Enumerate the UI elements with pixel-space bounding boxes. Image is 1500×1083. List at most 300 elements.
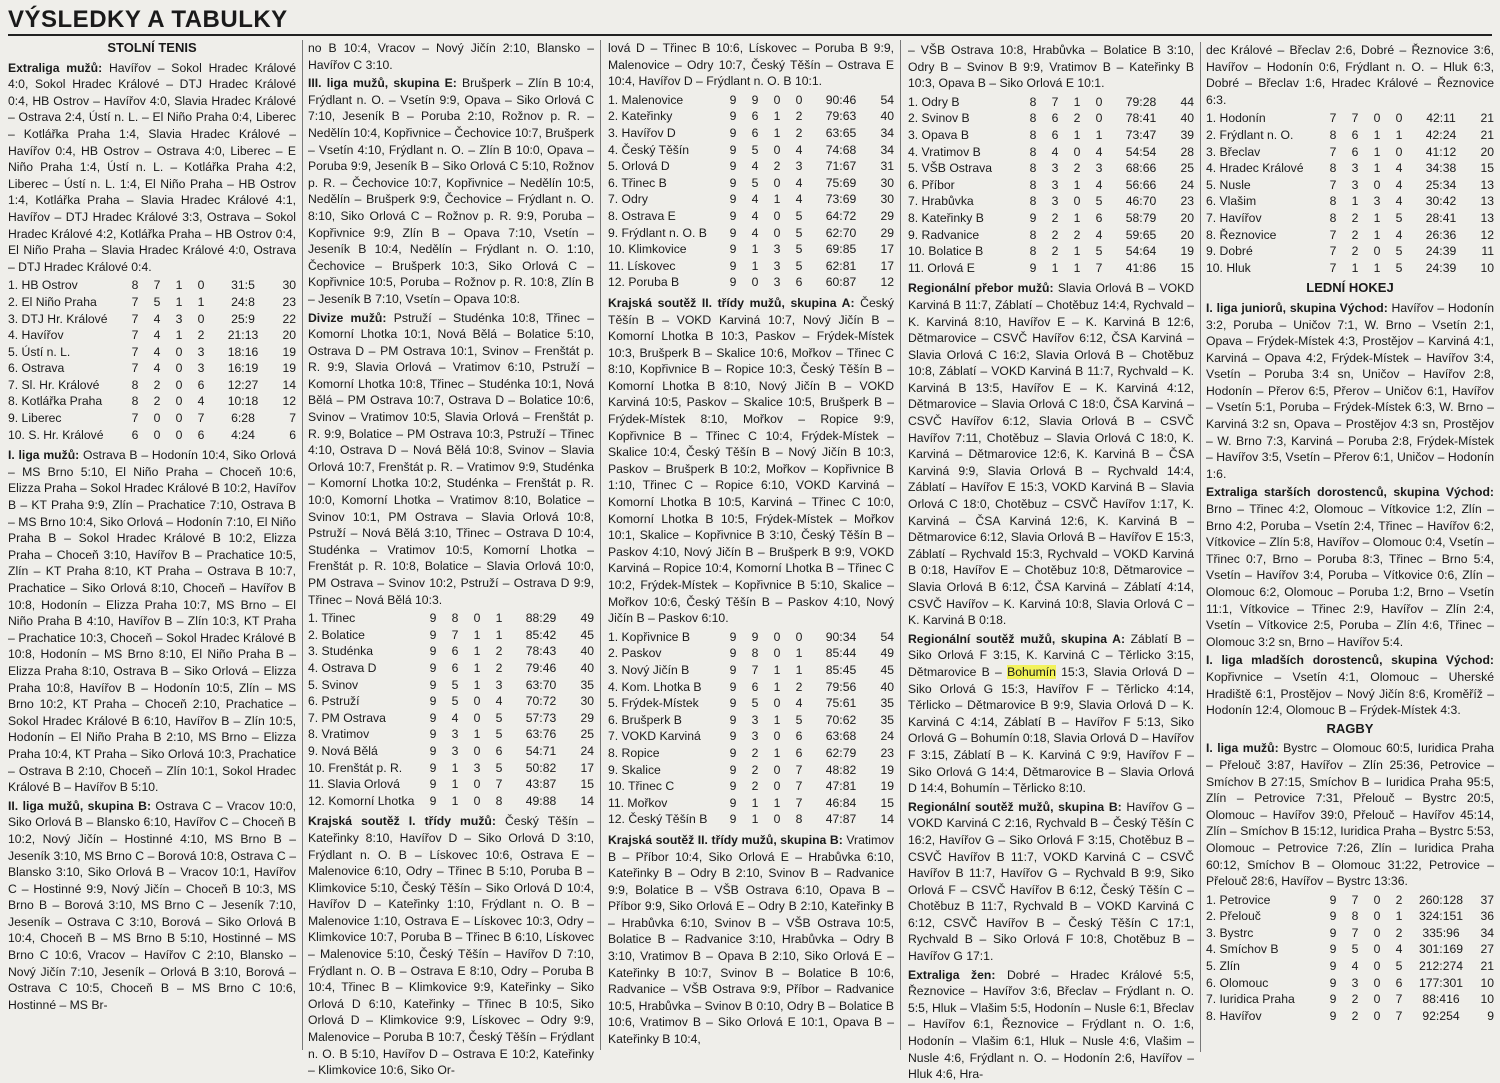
stat-cell: 4 [1395,194,1403,209]
stat-cell: 0 [1373,975,1381,990]
stat-cell: 7 [153,278,161,293]
results-text: Brušperk – Zlín B 10:4, Frýdlant n. O. – Vsetín 9:9, Opava – Siko Orlová C 7:10, Jeseník B – Poruba 2:10, Rožnov p. R. – Nedělín 10:4, Kopřivnice – Čechovice 10:7, Brušperk – Vsetín 4:10, Frýdlant n. O. – Zlín B 10:0, Opava – Poruba 9:9, Jeseník B – Siko Orlová C 5:10, Rožnov p. R. – Čechovice 10:7, Kopřivnice – Nedělín 10:5, Nedělín – Brušperk 9:9, Čechovice – Frýdlant n. O. 8:10, Siko Orlová C – Rožnov p. R. 9:9, Poruba – Kopřivnice 9:9, Zlín B – Opava 7:10, Vsetín – Jeseník B 10:4, Nedělín – Frýdlant n. O. 1:10, Čechovice – Brušperk 10:3, Siko Orlová C – Kopřivnice 10:5, Poruba – Rožnov p. R. 10:8, Zlín B – Jeseník B 7:10, Vsetín – Opava 10:8. [308,76,595,306]
stat-cell: 8 [1351,909,1359,924]
stat-cell: 324:151 [1418,909,1464,924]
stat-cell: 17 [880,242,894,257]
stat-cell: 20 [1180,210,1194,225]
stat-cell: 74:68 [825,142,857,157]
stat-cell: 79:56 [825,679,857,694]
standings-table [308,610,594,809]
regional-second-class-b-results [608,832,894,1048]
section-label: Regionální soutěž mužů, skupina A: [908,631,1125,646]
stat-cell: 75:69 [825,175,857,190]
stat-cell: 49:88 [525,793,557,808]
stat-cell: 0 [1095,94,1103,109]
stat-cell: 88:416 [1422,992,1460,1007]
stat-cell: 34 [1480,925,1494,940]
stat-cell: 0 [1373,1008,1381,1023]
stat-cell: 8 [1029,94,1037,109]
stat-cell: 0 [1095,111,1103,126]
stat-cell: 6 [751,109,759,124]
younger-juniors-results [1206,652,1494,718]
stat-cell: 2 [795,125,803,140]
stat-cell: 62:70 [825,225,857,240]
table-row [608,108,894,125]
stat-cell: 6 [1051,111,1059,126]
stat-cell: 7 [795,762,803,777]
table-row [308,677,594,694]
column-3 [608,40,901,1050]
stat-cell: 6 [495,743,503,758]
stat-cell: 9 [1329,909,1337,924]
stat-cell: 3 [197,344,205,359]
stat-cell: 0 [773,646,781,661]
table-row [908,127,1194,144]
table-row [608,158,894,175]
continued-text: – VŠB Ostrava 10:8, Hrabůvka – Bolatice B 3:10, Odry B – Svinov B 9:9, Vratimov B – Kateřinky B 10:3, Opava B – Siko Orlová E 10:1. [908,43,1194,91]
stat-cell: 0 [773,92,781,107]
regional-first-class-results [308,813,594,1079]
team-cell: 3. Břeclav [1206,144,1261,159]
stat-cell: 54 [880,92,894,107]
stat-cell: 0 [795,629,803,644]
stat-cell: 9 [429,677,437,692]
stat-cell: 9 [1329,942,1337,957]
section-label: Krajská soutěž II. třídy mužů, skupina A: [608,295,855,310]
stat-cell: 7 [1329,144,1337,159]
stat-cell: 7 [1351,925,1359,940]
stat-cell: 1 [1073,244,1081,259]
table-row [1206,144,1494,161]
stat-cell: 7 [1095,260,1103,275]
stat-cell: 36 [1480,909,1494,924]
table-row [1206,127,1494,144]
table-row [908,177,1194,194]
stat-cell: 92:254 [1422,1008,1460,1023]
stat-cell: 1 [175,328,183,343]
stat-cell: 9 [729,712,737,727]
stat-cell: 30:42 [1425,194,1457,209]
stat-cell: 12 [1480,227,1494,242]
division-men-results [308,310,594,609]
stat-cell: 1 [773,745,781,760]
stat-cell: 3 [795,159,803,174]
stat-cell: 9 [729,729,737,744]
stat-cell: 3 [751,712,759,727]
section-label: II. liga mužů, skupina B: [8,798,151,813]
stat-cell: 13 [1480,210,1494,225]
stat-cell: 3 [451,743,459,758]
results-text: Dobré – Hradec Králové 5:5, Řeznovice – Havířov 3:6, Břeclav – Frýdlant n. O. 5:5, Hluk – Vlašim 5:5, Hodonín – Nusle 6:1, Břeclav – Havířov 6:1, Řeznovice – Frýdlant n. O. 1:6, Hodonín – Vlašim 6:1, Hluk – Nusle 4:6, Vlašim – Nusle 4:6, Frýdlant n. O. – Hodonín 2:6, Havířov – Hluk 4:6, Hra- [908,967,1195,1082]
stat-cell: 6 [289,427,296,442]
stat-cell: 1 [495,627,503,642]
stat-cell: 5 [1395,244,1403,259]
stat-cell: 43:87 [525,777,557,792]
stat-cell: 5 [1095,194,1103,209]
stat-cell: 40 [880,109,894,124]
stat-cell: 9 [429,627,437,642]
stat-cell: 19 [282,344,296,359]
stat-cell: 301:169 [1418,942,1464,957]
stat-cell: 8 [131,377,139,392]
stat-cell: 9 [1329,992,1337,1007]
stat-cell: 4 [751,208,759,223]
stat-cell: 8 [1029,127,1037,142]
stat-cell: 3 [1373,194,1381,209]
table-row [608,778,894,795]
team-cell: 11. Lískovec [608,258,676,273]
stat-cell: 25 [1180,161,1194,176]
standings-table [908,94,1194,277]
stat-cell: 3 [473,760,481,775]
table-row [608,745,894,762]
stat-cell: 9 [729,812,737,827]
stat-cell: 85:45 [825,662,857,677]
stat-cell: 13 [1480,194,1494,209]
stat-cell: 6 [795,745,803,760]
stat-cell: 2 [751,762,759,777]
stat-cell: 75:61 [825,696,857,711]
team-cell: 10. Bolatice B [908,244,984,259]
stat-cell: 12:27 [227,377,259,392]
table-row [608,92,894,109]
stat-cell: 49 [880,646,894,661]
stat-cell: 35 [880,696,894,711]
stat-cell: 9 [729,696,737,711]
stat-cell: 7 [495,777,503,792]
stat-cell: 4 [153,344,161,359]
stat-cell: 0 [473,710,481,725]
stat-cell: 28 [1180,144,1194,159]
table-row [608,142,894,159]
table-row [1206,160,1494,177]
stat-cell: 21 [1480,111,1494,126]
table-row [308,627,594,644]
stat-cell: 0 [175,361,183,376]
stat-cell: 25:9 [231,311,255,326]
stat-cell: 1 [1395,127,1403,142]
stat-cell: 8 [451,611,459,626]
stat-cell: 6 [1351,127,1359,142]
stat-cell: 79:63 [825,109,857,124]
stat-cell: 0 [1373,177,1381,192]
team-cell: 2. El Niño Praha [8,294,97,309]
first-league-men-results [8,447,296,795]
stat-cell: 177:301 [1418,975,1464,990]
team-cell: 6. Ostrava [8,361,65,376]
regional-second-class-a-results [608,295,894,627]
stat-cell: 4 [751,159,759,174]
stat-cell: 62:79 [825,745,857,760]
stat-cell: 35 [880,712,894,727]
table-row [1206,925,1494,942]
stat-cell: 50:82 [525,760,557,775]
stat-cell: 3 [1051,194,1059,209]
stat-cell: 5 [751,696,759,711]
table-row [908,160,1194,177]
stat-cell: 6 [1051,127,1059,142]
stat-cell: 10 [1480,992,1494,1007]
stat-cell: 40 [1180,111,1194,126]
stat-cell: 40 [580,660,594,675]
table-row [8,327,296,344]
team-cell: 4. Vratimov B [908,144,981,159]
stat-cell: 9 [729,779,737,794]
stat-cell: 5 [795,712,803,727]
stat-cell: 6 [197,427,205,442]
stat-cell: 7 [131,344,139,359]
team-cell: 1. Petrovice [1206,892,1271,907]
team-cell: 2. Paskov [608,646,662,661]
team-cell: 1. HB Ostrov [8,278,78,293]
stat-cell: 70:72 [525,694,557,709]
team-cell: 5. Orlová D [608,159,670,174]
stat-cell: 57:73 [525,710,557,725]
stat-cell: 2 [795,679,803,694]
stat-cell: 9 [429,611,437,626]
team-cell: 9. Radvanice [908,227,980,242]
stat-cell: 39 [1180,127,1194,142]
team-cell: 2. Kateřinky [608,109,673,124]
stat-cell: 73:47 [1125,127,1157,142]
team-cell: 12. Komorní Lhotka [308,793,415,808]
stat-cell: 22 [282,311,296,326]
stat-cell: 62:81 [825,258,857,273]
stat-cell: 1 [751,258,759,273]
table-row [1206,243,1494,260]
team-cell: 2. Bolatice [308,627,365,642]
stat-cell: 3 [197,361,205,376]
team-cell: 3. Studénka [308,644,374,659]
standings-table [1206,892,1494,1025]
stat-cell: 9 [429,743,437,758]
stat-cell: 5 [1095,244,1103,259]
stat-cell: 10 [1480,260,1494,275]
team-cell: 1. Třinec [308,611,356,626]
stat-cell: 7 [1351,111,1359,126]
stat-cell: 19 [880,779,894,794]
stat-cell: 8 [751,646,759,661]
stat-cell: 64:72 [825,208,857,223]
team-cell: 9. Dobré [1206,244,1253,259]
table-row [1206,260,1494,277]
stat-cell: 8 [1329,210,1337,225]
stat-cell: 85:44 [825,646,857,661]
stat-cell: 2 [197,328,205,343]
team-cell: 3. Opava B [908,127,969,142]
stat-cell: 0 [1373,942,1381,957]
table-row [1206,110,1494,127]
team-cell: 2. Přelouč [1206,909,1261,924]
results-text: Ostrava B – Hodonín 10:4, Siko Orlová – MS Brno 5:10, El Niño Praha – Choceň 10:6, Elizza Praha – Sokol Hradec Králové B 10:2, Havířov B – KT Praha 9:9, Zlín – Prachatice 7:10, Ostrava B – MS Brno 10:4, Siko Orlová – Hodonín 7:10, El Niño Praha B – Sokol Hradec Králové B 10:2, Elizza Praha – Choceň 3:10, Havířov B – Prachatice 10:5, Zlín – KT Praha 8:10, KT Praha – Ostrava B 10:7, Prachatice – Siko Orlová 8:10, Choceň – Havířov B 10:8, Hodonín – Elizza Praha 10:7, MS Brno – El Niño Praha B 4:10, Havířov B – Zlín 10:3, KT Praha – Prachatice 10:3, Choceň – Sokol Hradec Králové B 10:8, Hodonín – MS Brno 8:10, El Niño Praha B – Elizza Praha 8:10, Ostrava B – Siko Orlová – Elizza Praha 10:8, Havířov B – Hodonín 10:5, Zlín – MS Brno 10:2, KT Praha – Choceň 2:10, Prachatice – Sokol Hradec Králové B 6:10, Havířov B – Zlín 10:5, Hodonín – El Niño Praha B 2:10, MS Brno – Elizza Praha 10:4, KT Praha – Siko Orlová 10:3, Prachatice – Ostrava B 2:10, Choceň – Zlín 10:1, Sokol Hradec Králové B – Havířov B 5:10. [8,448,296,795]
team-cell: 9. Nová Bělá [308,743,378,758]
stat-cell: 2 [1051,210,1059,225]
stat-cell: 6 [751,679,759,694]
stat-cell: 5 [495,710,503,725]
stat-cell: 2 [1351,1008,1359,1023]
stat-cell: 0 [197,311,205,326]
stat-cell: 0 [773,812,781,827]
stat-cell: 4 [795,192,803,207]
stat-cell: 1 [1073,210,1081,225]
stat-cell: 5 [1395,959,1403,974]
stat-cell: 25:34 [1425,177,1457,192]
stat-cell: 0 [473,694,481,709]
stat-cell: 7 [289,411,296,426]
stat-cell: 0 [773,175,781,190]
stat-cell: 9 [729,142,737,157]
stat-cell: 0 [1073,144,1081,159]
stat-cell: 0 [473,611,481,626]
stat-cell: 24 [880,729,894,744]
stat-cell: 0 [1395,144,1403,159]
stat-cell: 17 [580,760,594,775]
extraliga-men-results [8,60,296,276]
stat-cell: 24:39 [1425,244,1457,259]
page-header [8,6,1492,36]
stat-cell: 40 [580,644,594,659]
stat-cell: 7 [197,411,205,426]
stat-cell: 1 [1395,909,1403,924]
stat-cell: 8 [495,793,503,808]
stat-cell: 2 [153,394,161,409]
stat-cell: 2 [773,159,781,174]
table-row [308,776,594,793]
stat-cell: 30 [580,694,594,709]
stat-cell: 0 [1073,194,1081,209]
stat-cell: 1 [1373,127,1381,142]
stat-cell: 48:82 [825,762,857,777]
stat-cell: 7 [131,311,139,326]
stat-cell: 30 [880,175,894,190]
table-row [1206,1008,1494,1025]
stat-cell: 9 [429,710,437,725]
page-title: VÝSLEDKY A TABULKY [8,6,288,33]
section-heading-ice-hockey: LEDNÍ HOKEJ [1306,280,1394,296]
stat-cell: 6 [795,275,803,290]
stat-cell: 8 [131,394,139,409]
table-row [908,260,1194,277]
stat-cell: 7 [795,795,803,810]
stat-cell: 3 [1351,975,1359,990]
stat-cell: 4 [795,175,803,190]
stat-cell: 8 [1029,144,1037,159]
stat-cell: 6 [751,125,759,140]
stat-cell: 0 [175,394,183,409]
stat-cell: 9 [729,745,737,760]
table-row [308,643,594,660]
stat-cell: 10:18 [227,394,259,409]
team-cell: 4. Havířov [8,328,64,343]
section-heading-rugby: RAGBY [1326,720,1374,736]
stat-cell: 9 [1487,1008,1494,1023]
results-text: Pstruží – Studénka 10:8, Třinec – Komorní Lhotka 10:1, Nová Bělá – Bolatice 5:10, Ostrava D – PM Ostrava 10:1, Svinov – Frenštát p. R. 9:9, Slavia Orlová – Vratimov 6:10, Pstruží – Komorní Lhotka 10:8, Třinec – Studénka 10:1, Nová Bělá – PM Ostrava 10:7, Ostrava D – Bolatice 10:6, Svinov – Vratimov 10:5, Slavia Orlová – Frenštát p. R. 9:9, Bolatice – PM Ostrava 10:3, Pstruží – Třinec 4:10, Ostrava D – Nová Bělá 10:8, Svinov – Slavia Orlová 10:7, Frenštát p. R. – Vratimov 9:9, Studénka – Komorní Lhotka 10:2, Studénka – Frenštát p. R. 10:0, Komorní Lhotka – Vratimov 8:10, Bolatice – Svinov 10:1, PM Ostrava – Slavia Orlová 10:8, Pstruží – Nová Bělá 3:10, Třinec – Ostrava D 10:4, Studénka – Vratimov 10:5, Komorní Lhotka – Frenštát p. R. 10:8, Bolatice – Slavia Orlová 10:0, PM Ostrava – Svinov 10:2, Pstruží – Ostrava D 9:9, Třinec – Nová Bělá 10:3. [308,310,594,607]
stat-cell: 1 [795,662,803,677]
table-row [1206,975,1494,992]
team-cell: 6. Třinec B [608,175,667,190]
stat-cell: 4 [197,394,205,409]
section-label: Krajská soutěž II. třídy mužů, skupina B: [608,832,843,847]
stat-cell: 3 [773,258,781,273]
stat-cell: 21 [1480,127,1494,142]
stat-cell: 8 [1029,194,1037,209]
stat-cell: 4 [153,328,161,343]
stat-cell: 9 [729,646,737,661]
team-cell: 6. Brušperk B [608,712,682,727]
stat-cell: 2 [495,644,503,659]
stat-cell: 35 [580,677,594,692]
stat-cell: 0 [773,696,781,711]
table-row [608,629,894,646]
stat-cell: 54 [880,629,894,644]
stat-cell: 2 [1073,227,1081,242]
stat-cell: 0 [473,793,481,808]
results-text: Brno – Třinec 4:2, Olomouc – Vítkovice 1:2, Zlín – Brno 4:2, Poruba – Vsetín 2:4, Třinec – Havířov 6:2, Vítkovice – Zlín 5:8, Havířov – Olomouc 0:4, Vsetín – Třinec 0:7, Brno – Poruba 8:3, Třinec – Brno 5:4, Vsetín – Havířov 3:4, Poruba – Vítkovice 0:6, Zlín – Olomouc 6:2, Olomouc – Poruba 1:2, Brno – Vsetín 11:1, Vítkovice – Třinec 2:9, Havířov – Zlín 2:4, Vsetín – Vítkovice 2:5, Poruba – Zlín 4:6, Třinec – Olomouc 3:2 sn, Brno – Havířov 5:4. [1206,502,1494,649]
team-cell: 9. Frýdlant n. O. B [608,225,707,240]
team-cell: 6. Příbor [908,177,955,192]
stat-cell: 37 [1480,892,1494,907]
stat-cell: 3 [1095,161,1103,176]
stat-cell: 63:76 [525,727,557,742]
table-row [608,712,894,729]
stat-cell: 30 [282,278,296,293]
stat-cell: 1 [473,627,481,642]
team-cell: 3. DTJ Hr. Králové [8,311,108,326]
stat-cell: 0 [773,729,781,744]
stat-cell: 15 [1180,260,1194,275]
table-row [308,660,594,677]
regional-championship-results [908,280,1194,628]
stat-cell: 1 [197,294,205,309]
older-juniors-results [1206,484,1494,650]
stat-cell: 15 [1480,161,1494,176]
table-row [908,94,1194,111]
stat-cell: 4 [1095,177,1103,192]
standings-table [1206,110,1494,276]
stat-cell: 1 [773,712,781,727]
stat-cell: 0 [175,344,183,359]
stat-cell: 46:84 [825,795,857,810]
stat-cell: 54:64 [1125,244,1157,259]
table-row [908,110,1194,127]
stat-cell: 21 [1480,959,1494,974]
team-cell: 8. Kateřinky B [908,210,984,225]
stat-cell: 0 [773,208,781,223]
table-row [608,795,894,812]
stat-cell: 7 [131,361,139,376]
stat-cell: 41:86 [1125,260,1157,275]
stat-cell: 0 [795,92,803,107]
stat-cell: 14 [580,793,594,808]
regional-competition-b-results [908,799,1194,965]
team-cell: 3. Bystrc [1206,925,1254,940]
junior-league-results [1206,300,1494,483]
table-row [608,125,894,142]
table-row [908,144,1194,161]
stat-cell: 78:41 [1125,111,1157,126]
stat-cell: 0 [773,629,781,644]
table-row [608,225,894,242]
team-cell: 4. Hradec Králové [1206,161,1304,176]
stat-cell: 20 [1180,227,1194,242]
team-cell: 1. Hodonín [1206,111,1266,126]
stat-cell: 9 [429,793,437,808]
team-cell: 7. PM Ostrava [308,710,386,725]
stat-cell: 0 [1373,959,1381,974]
section-label: I. liga mladších dorostenců, skupina Východ: [1206,653,1494,668]
team-cell: 8. Vratimov [308,727,370,742]
stat-cell: 0 [751,275,759,290]
